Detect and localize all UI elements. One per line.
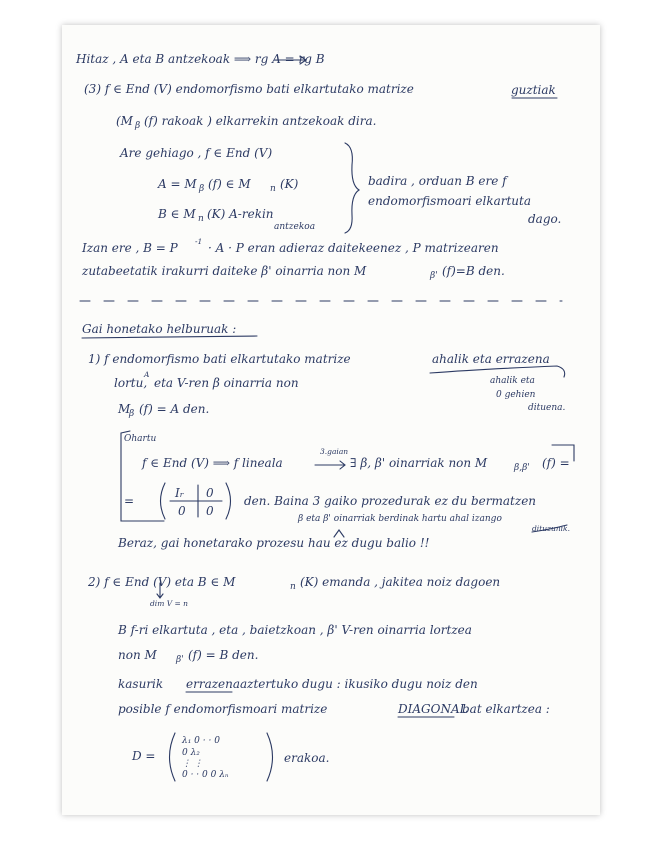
izan-line2b: (f)=B den.	[442, 264, 505, 278]
word-antzekoa: antzekoa	[274, 222, 316, 232]
ohartu-3gaian: 3.gaian	[320, 447, 349, 456]
paren-right-small	[226, 483, 231, 519]
kasurik-rest: aztertuko dugu : ikusiko dugu noiz den	[240, 677, 478, 691]
matrix-a12: 0	[206, 486, 214, 500]
item1-lortu: lortu,	[114, 376, 148, 390]
D-eq: D =	[132, 749, 156, 763]
are-A-eq: A = M	[158, 177, 197, 191]
item2-line1: 2) f ∈ End (V) eta B ∈ M	[88, 575, 236, 589]
D-row4: 0 · · 0 0 λₙ	[182, 770, 229, 780]
item1-note3: dituena.	[528, 403, 566, 413]
item2-dim: dim V = n	[150, 599, 188, 608]
matrix-a22: 0	[206, 504, 214, 518]
sub-beta-1: β	[135, 121, 141, 131]
item1-eqA: (f) = A den.	[139, 402, 210, 416]
line-3-rest: (f) rakoak ) elkarrekin antzekoak dira.	[144, 114, 377, 128]
handwriting-strokes	[62, 25, 600, 815]
are-A-eq-2: (f) ∈ M	[208, 177, 251, 191]
ohartu-feq: (f) =	[542, 456, 570, 470]
line-3-main: (3) f ∈ End (V) endomorfismo bati elkartutako matrize	[84, 82, 414, 96]
izan-line1b: · A · P eran adieraz daitekeenez , P matrizearen	[208, 241, 499, 255]
item1-line2: eta V-ren β oinarria non	[154, 376, 299, 390]
izan-line2: zutabeetatik irakurri daiteke β' oinarria non M	[82, 264, 367, 278]
word-guztiak: guztiak	[511, 83, 556, 97]
implies-arrow-2	[315, 461, 345, 469]
sub-beta-3: β	[129, 409, 135, 419]
badira-line2: endomorfismoari elkartuta	[368, 194, 532, 208]
are-B-in-2: (K) A-rekin	[207, 207, 274, 221]
ohartu-top-tick	[121, 431, 130, 433]
underline-gai	[82, 336, 257, 338]
paren-right-D	[267, 733, 273, 781]
kasurik-errazena: errazena	[186, 677, 241, 691]
ohartu-exists: ∃ β, β' oinarriak non M	[350, 456, 488, 470]
kasurik-line: kasurik	[118, 677, 164, 691]
paren-left-D	[170, 733, 176, 781]
badira-line1: badira , orduan B ere f	[368, 174, 507, 188]
item1-ahalik: ahalik eta errazena	[432, 352, 550, 366]
ohartu-eq-sign: =	[124, 494, 135, 508]
item1-note1: ahalik eta	[490, 376, 535, 386]
are-B-in: B ∈ M	[158, 207, 196, 221]
item1-line1: 1) f endomorfismo bati elkartutako matrize	[88, 352, 351, 366]
matrix-a21: 0	[178, 504, 186, 518]
ohartu-line4: β eta β' oinarriak berdinak hartu ahal izango	[298, 514, 502, 524]
line-3-mbeta: (M	[116, 114, 133, 128]
item1-note2: 0 gehien	[496, 390, 536, 400]
D-row2: 0 λ₂	[182, 748, 200, 758]
item2-line2: B f-ri elkartuta , eta , baietzkoan , β' V-ren oinarria lortzea	[118, 623, 472, 637]
item2-line1b: (K) emanda , jakitea noiz dagoen	[300, 575, 501, 589]
notebook-page	[62, 25, 600, 815]
line-hitaz: Hitaz , A eta B antzekoak ⟹ rg A = rg B	[76, 52, 325, 66]
right-brace	[345, 143, 359, 233]
matrix-Ir-I: I	[175, 486, 180, 500]
matrix-Ir	[175, 487, 183, 499]
erakoa: erakoa.	[284, 751, 330, 765]
ohartu-line1: f ∈ End (V) ⟹ f lineala	[142, 456, 283, 470]
sup-minus1: -1	[195, 237, 203, 246]
D-row3: ⋮ ⋮	[182, 759, 203, 769]
badira-line3: dago.	[528, 212, 562, 226]
sub-beta-prime-1: β'	[430, 271, 438, 281]
are-A-eq-3: (K)	[280, 177, 299, 191]
sup-A: A	[144, 370, 150, 379]
D-row1: λ₁ 0 · · 0	[182, 736, 220, 746]
sub-beta-prime-2: β'	[176, 655, 184, 665]
sub-n-3: n	[290, 582, 296, 592]
matrix-Ir-r: r	[179, 490, 184, 499]
posible-line: posible f endomorfismoari matrize	[118, 702, 328, 716]
ohartu-label: Ohartu	[124, 434, 157, 444]
paren-left-small	[161, 483, 166, 519]
izan-line1: Izan ere , B = P	[82, 241, 178, 255]
ohartu-line4b: dituzunik.	[532, 524, 570, 533]
ohartu-line3: den. Baina 3 gaiko prozedurak ez du bermatzen	[244, 494, 537, 508]
sub-beta-2: β	[199, 184, 205, 194]
heading-gai-honetako: Gai honetako helburuak :	[82, 322, 237, 336]
sub-beta-beta-prime: β,β'	[514, 463, 530, 473]
beraz-line: Beraz, gai honetarako prozesu hau ez dugu balio !!	[118, 536, 430, 550]
item2-non: non M	[118, 648, 157, 662]
item1-M: M	[118, 402, 131, 416]
sub-n-1: n	[270, 184, 276, 194]
word-diagonal: DIAGONAL	[398, 702, 468, 716]
item2-eqB: (f) = B den.	[188, 648, 259, 662]
sub-n-2: n	[198, 214, 204, 224]
posible-rest: bat elkartzea :	[462, 702, 550, 716]
are-gehiago-line: Are gehiago , f ∈ End (V)	[120, 146, 273, 160]
